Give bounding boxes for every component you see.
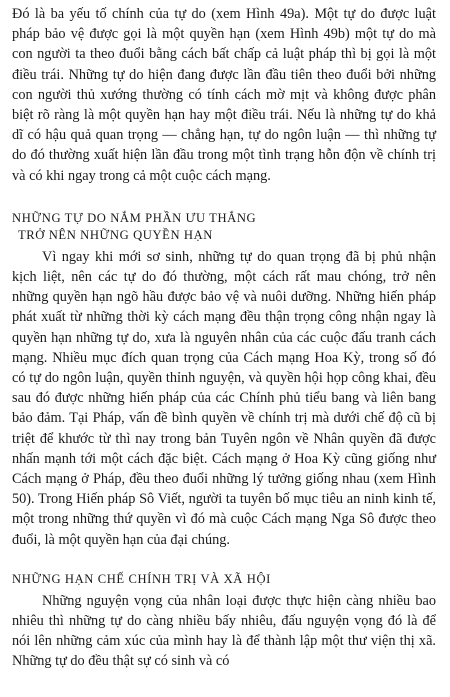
body-paragraph-3: Những nguyện vọng của nhân loại được thực hiện càng nhiều bao nhiêu thì những tự do càng nhiều bấy nhiêu, đấu nguyện vọng đó là để nói lên những cảm xúc của mình hay là để thành lập một thư viện thị xã. Những tự do đều thật sự có sinh và có <box>12 592 436 670</box>
body-paragraph-2: Vì ngay khi mới sơ sinh, những tự do quan trọng đã bị phủ nhận kịch liệt, nên các tự do đó thường, một cách rất mau chóng, trở nên những quyền hạn ngõ hầu được bảo vệ và nuôi dưỡng. Những hiến pháp phát xuất từ những thời kỳ cách mạng đều thận trọng công nhận ngay là quyền hạn những tự do, xưa là nguyên nhân của các cuộc đấu tranh cách mạng. Nhiều mục đích quan trọng của Cách mạng Hoa Kỳ, trong số đó có tự do ngôn luận, quyền thỉnh nguyện, và quyền hội họp công khai, đều sau đó được những hiến pháp của các Chính phủ tiểu bang và liên bang bảo đảm. Tại Pháp, vấn đề bình quyền về chính trị mà dưới chế độ cũ bị triệt để khước từ thì nay trong bản Tuyên ngôn về Nhân quyền đã được nhấn mạnh tới một cách đặc biệt. Cách mạng ở Hoa Kỳ cũng giống như Cách mạng ở Pháp, đều theo đuổi những lý tưởng giống nhau (xem Hình 50). Trong Hiến pháp Sô Viết, người ta tuyên bố mục tiêu an ninh kinh tế, một trong những thứ quyền vì đó mà cuộc Cách mạng Nga Sô được theo đuổi, là một quyền hạn của đại chúng. <box>12 248 436 548</box>
section-heading-2: NHỮNG HẠN CHẾ CHÍNH TRỊ VÀ XÃ HỘI <box>12 571 271 586</box>
section-heading-line-2: TRỞ NÊN NHỮNG QUYỀN HẠN <box>18 227 213 242</box>
section-heading-line-1: NHỮNG TỰ DO NẮM PHẦN ƯU THẮNG <box>12 210 257 225</box>
body-paragraph-1: Đó là ba yếu tố chính của tự do (xem Hình 49a). Một tự do được luật pháp bảo vệ được gọi là một quyền hạn (xem Hình 49b) một tự do mà con người ta theo đuổi bằng cách bất chấp cả luật pháp thì bị gọi là một điều trái. Những tự do hiện đang được lần đầu tiên theo đuổi bởi những con người thủ xướng thường có tính cách mờ mịt và không được phân biệt rõ ràng là một quyền hạn hay một điều trái. Nếu là những tự do khả dĩ có hậu quả quan trọng — chẳng hạn, tự do ngôn luận — thì những tự do đó thường xuất hiện lần đầu trong một tình trạng hỗn độn về chính trị và có khi ngay trong cả một cuộc cách mạng. <box>12 6 436 184</box>
